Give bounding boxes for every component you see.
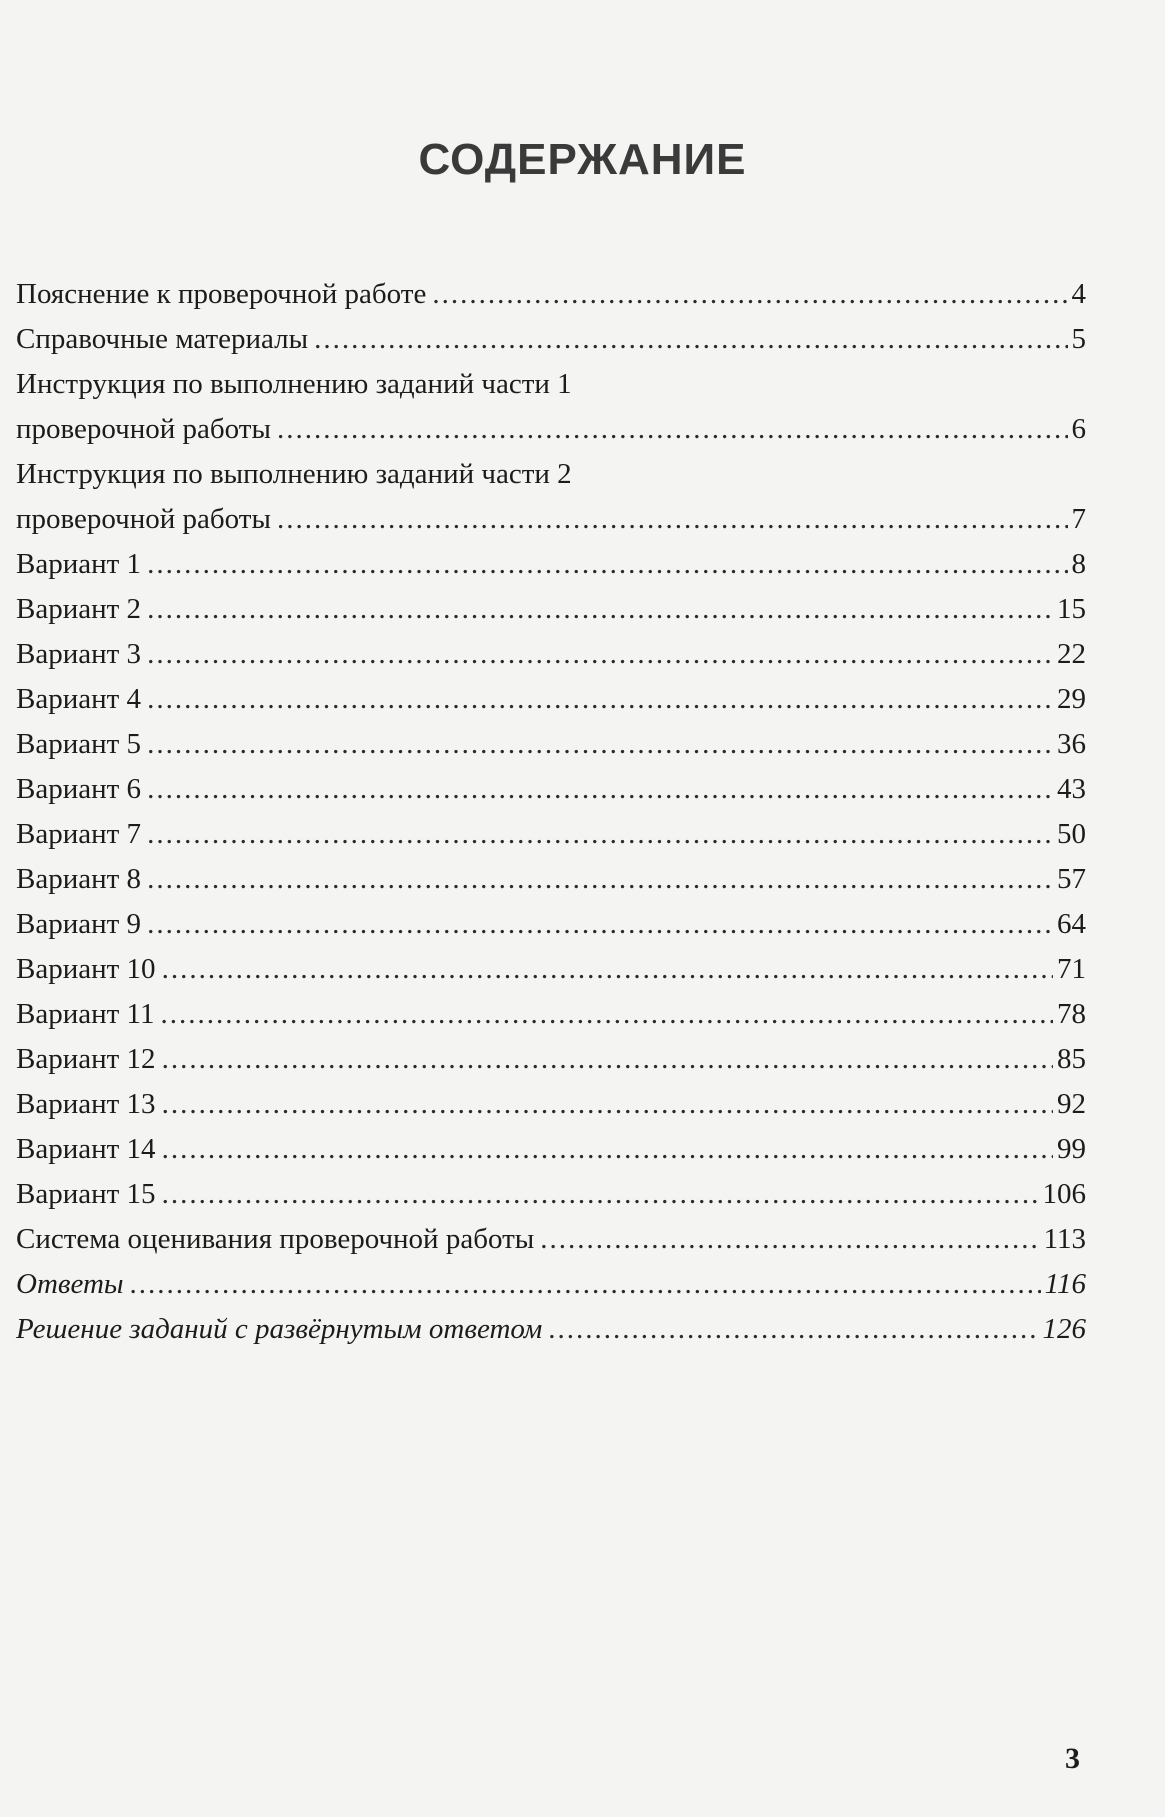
- toc-page: 113: [1043, 1223, 1086, 1255]
- toc-entry-grading-system[interactable]: [16, 1217, 1086, 1262]
- toc-label: Вариант 15: [16, 1178, 156, 1210]
- toc-leader: [277, 407, 1068, 452]
- toc-leader: [147, 542, 1067, 587]
- toc-label: Вариант 12: [16, 1043, 156, 1075]
- toc-page: 126: [1042, 1313, 1086, 1345]
- toc-entry-variant-15[interactable]: [16, 1172, 1086, 1217]
- page-title: СОДЕРЖАНИЕ: [418, 135, 747, 184]
- toc-label: Вариант 13: [16, 1088, 156, 1120]
- toc-label: Инструкция по выполнению заданий части 1: [16, 368, 572, 400]
- toc-entry-answers[interactable]: [16, 1262, 1086, 1307]
- toc-label: Вариант 7: [16, 818, 142, 850]
- toc-label: Система оценивания проверочной работы: [16, 1223, 535, 1255]
- toc-entry-variant-1[interactable]: [16, 542, 1086, 587]
- toc-page: 50: [1057, 818, 1086, 850]
- toc-page: 36: [1057, 728, 1086, 760]
- toc-label: Вариант 5: [16, 728, 142, 760]
- toc-page: 43: [1057, 773, 1086, 805]
- toc-leader: [130, 1262, 1041, 1307]
- toc-label: Пояснение к проверочной работе: [16, 278, 427, 310]
- toc-label: Вариант 11: [16, 998, 155, 1030]
- toc-entry-variant-9[interactable]: [16, 902, 1086, 947]
- toc-leader: [548, 1307, 1038, 1352]
- toc-entry-variant-12[interactable]: [16, 1037, 1086, 1082]
- toc-entry-instruction-part1-line2[interactable]: [16, 407, 1086, 452]
- toc-entry-instruction-part2-line2[interactable]: [16, 497, 1086, 542]
- toc-label: Ответы: [16, 1268, 124, 1300]
- toc-label-continued: проверочной работы: [16, 413, 271, 445]
- toc-entry-reference[interactable]: [16, 317, 1086, 362]
- toc-label: Вариант 2: [16, 593, 142, 625]
- toc-entry-instruction-part2-line1[interactable]: [16, 452, 1086, 497]
- toc-entry-variant-13[interactable]: [16, 1082, 1086, 1127]
- toc-page: 57: [1057, 863, 1086, 895]
- toc-entry-variant-4[interactable]: [16, 677, 1086, 722]
- toc-leader: [160, 992, 1053, 1037]
- toc-leader: [147, 857, 1053, 902]
- toc-page: 5: [1071, 323, 1086, 355]
- toc-leader: [147, 902, 1053, 947]
- toc-entry-explanation[interactable]: [16, 272, 1086, 317]
- toc-leader: [277, 497, 1068, 542]
- toc-page: 8: [1071, 548, 1086, 580]
- toc-leader: [147, 722, 1053, 767]
- toc-label: Вариант 8: [16, 863, 142, 895]
- toc-entry-variant-10[interactable]: [16, 947, 1086, 992]
- toc-leader: [432, 272, 1067, 317]
- toc-entry-variant-3[interactable]: [16, 632, 1086, 677]
- table-of-contents: [16, 272, 1086, 1352]
- toc-entry-variant-7[interactable]: [16, 812, 1086, 857]
- toc-page: 116: [1044, 1268, 1086, 1300]
- toc-page: 4: [1071, 278, 1086, 310]
- toc-entry-variant-11[interactable]: [16, 992, 1086, 1037]
- toc-entry-variant-2[interactable]: [16, 587, 1086, 632]
- toc-leader: [162, 1037, 1053, 1082]
- toc-leader: [147, 767, 1053, 812]
- toc-entry-variant-6[interactable]: [16, 767, 1086, 812]
- toc-page: 78: [1057, 998, 1086, 1030]
- toc-label: Решение заданий с развёрнутым ответом: [16, 1313, 543, 1345]
- toc-entry-variant-5[interactable]: [16, 722, 1086, 767]
- toc-entry-variant-14[interactable]: [16, 1127, 1086, 1172]
- toc-leader: [162, 1172, 1039, 1217]
- toc-entry-variant-8[interactable]: [16, 857, 1086, 902]
- toc-label-continued: проверочной работы: [16, 503, 271, 535]
- toc-page: 71: [1057, 953, 1086, 985]
- toc-label: Вариант 9: [16, 908, 142, 940]
- toc-page: 7: [1071, 503, 1086, 535]
- toc-page: 22: [1057, 638, 1086, 670]
- toc-page: 92: [1057, 1088, 1086, 1120]
- toc-label: Справочные материалы: [16, 323, 309, 355]
- toc-page: 99: [1057, 1133, 1086, 1165]
- toc-leader: [147, 812, 1053, 857]
- toc-entry-instruction-part1-line1[interactable]: [16, 362, 1086, 407]
- toc-label: Вариант 1: [16, 548, 142, 580]
- toc-page: 6: [1071, 413, 1086, 445]
- toc-page: 15: [1057, 593, 1086, 625]
- toc-leader: [162, 947, 1053, 992]
- toc-label: Вариант 3: [16, 638, 142, 670]
- toc-label: Вариант 14: [16, 1133, 156, 1165]
- toc-page: 85: [1057, 1043, 1086, 1075]
- toc-leader: [162, 1127, 1053, 1172]
- toc-entry-solutions[interactable]: [16, 1307, 1086, 1352]
- toc-label: Вариант 10: [16, 953, 156, 985]
- page-number: 3: [1065, 1742, 1080, 1775]
- toc-leader: [147, 632, 1053, 677]
- toc-label: Вариант 4: [16, 683, 142, 715]
- toc-page: 29: [1057, 683, 1086, 715]
- toc-leader: [314, 317, 1067, 362]
- toc-leader: [147, 587, 1053, 632]
- toc-leader: [147, 677, 1053, 722]
- toc-page: 64: [1057, 908, 1086, 940]
- toc-leader: [540, 1217, 1039, 1262]
- toc-label: Инструкция по выполнению заданий части 2: [16, 458, 572, 490]
- toc-leader: [162, 1082, 1053, 1127]
- toc-page: 106: [1042, 1178, 1086, 1210]
- toc-label: Вариант 6: [16, 773, 142, 805]
